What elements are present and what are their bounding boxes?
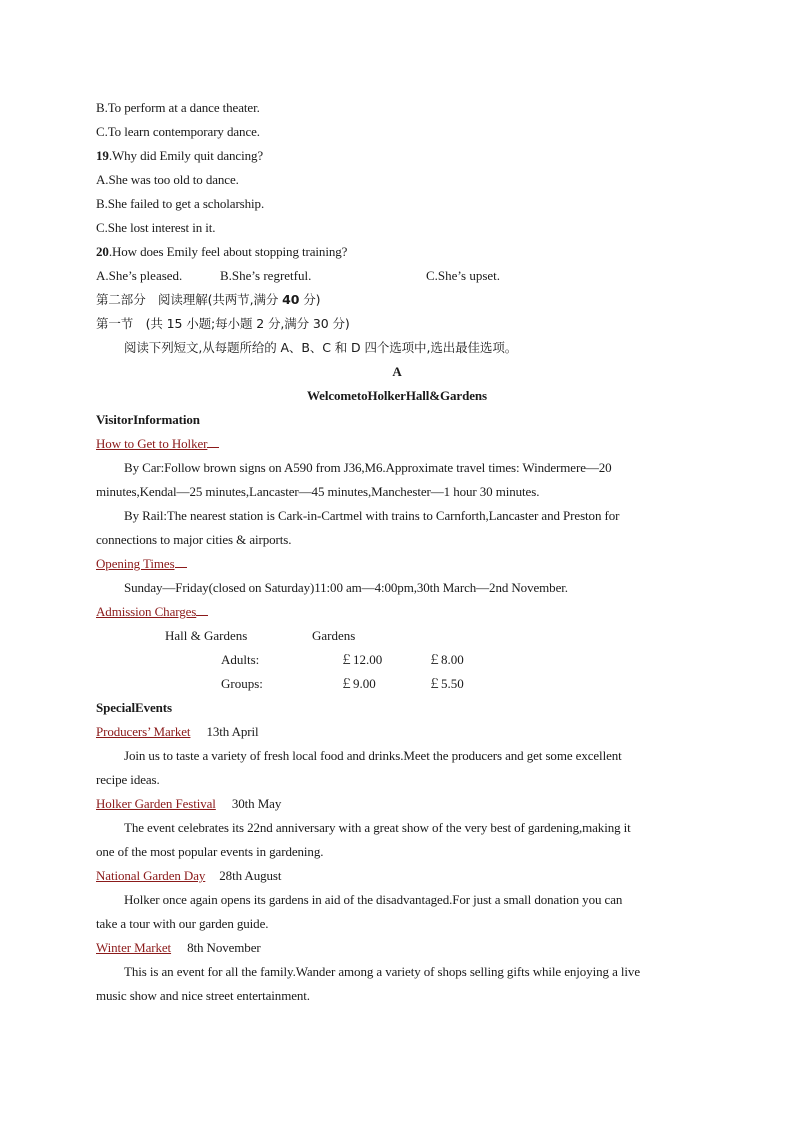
q19-text: .Why did Emily quit dancing? [108, 148, 264, 163]
event-heading: Producers’ Market 13th April [96, 724, 259, 739]
opening-times-heading: Opening Times [96, 552, 187, 576]
event-text: This is an event for all the family.Wander among a variety of shops selling gifts while enjoying a live [124, 964, 640, 979]
event-heading: Holker Garden Festival 30th May [96, 796, 282, 811]
event-text: Holker once again opens its gardens in aid of the disadvantaged.For just a small donation you can [124, 892, 623, 907]
q18-option-b: B.To perform at a dance theater. [96, 100, 260, 115]
by-rail-text-1: By Rail:The nearest station is Cark-in-Cartmel with trains to Carnforth,Lancaster and Preston for [124, 508, 620, 523]
q20-text: .How does Emily feel about stopping training? [108, 244, 348, 259]
by-car-text-1: By Car:Follow brown signs on A590 from J36,M6.Approximate travel times: Windermere—20 [124, 460, 612, 475]
by-car-text-2: minutes,Kendal—25 minutes,Lancaster—45 minutes,Manchester—1 hour 30 minutes. [96, 484, 540, 499]
q18-option-c: C.To learn contemporary dance. [96, 124, 260, 139]
q19-option-a: A.She was too old to dance. [96, 172, 239, 187]
event-text: The event celebrates its 22nd anniversary with a great show of the very best of gardening,making it [124, 820, 631, 835]
event-text: music show and nice street entertainment. [96, 988, 310, 1003]
q20-question [96, 240, 347, 264]
passage-letter: A [392, 364, 402, 379]
passage-title: WelcometoHolkerHall&Gardens [307, 388, 487, 403]
how-to-get-heading: How to Get to Holker [96, 432, 219, 456]
table-header-gardens: Gardens [312, 628, 356, 643]
table-cell-price: ￡8.00 [428, 652, 464, 667]
table-cell-price: ￡5.50 [428, 676, 464, 691]
event-text: Join us to taste a variety of fresh local food and drinks.Meet the producers and get some excellent [124, 748, 622, 763]
q19-option-c: C.She lost interest in it. [96, 220, 216, 235]
admission-heading: Admission Charges [96, 600, 208, 624]
q20-option-a: A.She’s pleased. [96, 268, 183, 283]
opening-times-text: Sunday—Friday(closed on Saturday)11:00 am—4:00pm,30th March—2nd November. [124, 580, 568, 595]
q19-question [96, 144, 263, 168]
section1-title: 第一节 (共 15 小题;每小题 2 分,满分 30 分) [96, 316, 350, 331]
q20-option-b: B.She’s regretful. [220, 268, 312, 283]
special-events-heading: SpecialEvents [96, 700, 172, 715]
q19-option-b: B.She failed to get a scholarship. [96, 196, 265, 211]
table-row-label: Adults: [221, 652, 260, 667]
visitor-info-heading: VisitorInformation [96, 412, 200, 427]
q19-number: 19 [96, 148, 109, 163]
event-text: one of the most popular events in gardening. [96, 844, 324, 859]
event-heading: Winter Market 8th November [96, 940, 261, 955]
q20-number: 20 [96, 244, 109, 259]
by-rail-text-2: connections to major cities & airports. [96, 532, 292, 547]
table-row-label: Groups: [221, 676, 263, 691]
table-header-hall-gardens: Hall & Gardens [165, 628, 248, 643]
q20-option-c: C.She’s upset. [426, 268, 501, 283]
part2-title: 第二部分 阅读理解(共两节,满分 40 分) [96, 292, 321, 307]
instruction-text: 阅读下列短文,从每题所给的 A、B、C 和 D 四个选项中,选出最佳选项。 [124, 340, 518, 355]
event-heading: National Garden Day 28th August [96, 868, 282, 883]
event-text: recipe ideas. [96, 772, 160, 787]
event-text: take a tour with our garden guide. [96, 916, 269, 931]
table-cell-price: ￡9.00 [340, 676, 376, 691]
table-cell-price: ￡12.00 [340, 652, 383, 667]
